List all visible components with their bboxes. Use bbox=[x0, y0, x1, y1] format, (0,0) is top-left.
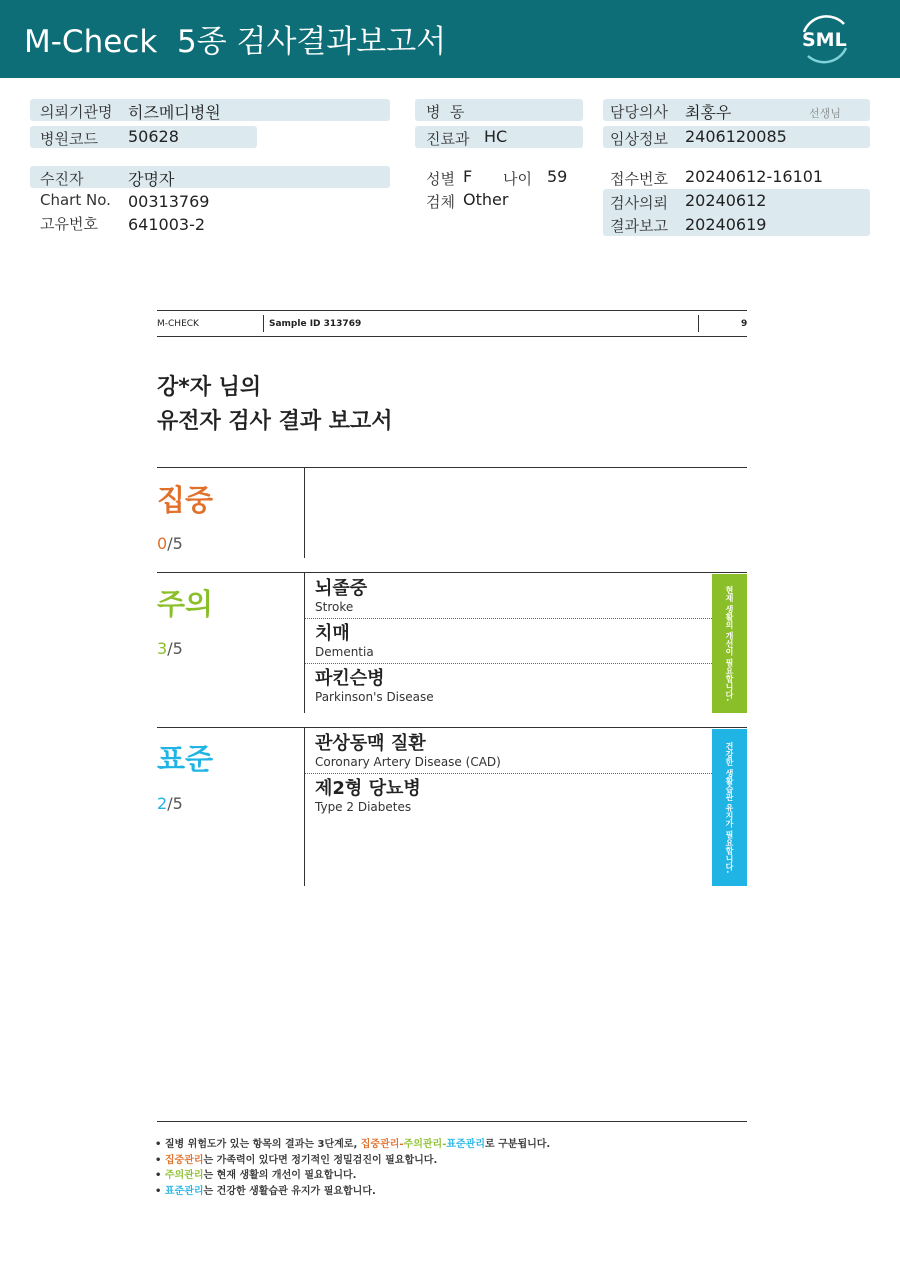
report-header bbox=[0, 0, 900, 78]
section-divider bbox=[304, 573, 305, 713]
category-title-standard: 표준 bbox=[157, 742, 214, 776]
report-top-rule bbox=[157, 336, 747, 337]
ward-label: 병 동 bbox=[426, 103, 465, 121]
standard-side-banner bbox=[712, 729, 747, 886]
report-title-line1: 강*자 님의 bbox=[157, 375, 262, 400]
disease-item bbox=[315, 778, 421, 814]
disease-item bbox=[315, 733, 501, 769]
note-item: • 주의관리는 현재 생활의 개선이 필요합니다. bbox=[155, 1170, 357, 1181]
category-count-caution: 3/5 bbox=[157, 639, 183, 658]
patient-name-label: 수진자 bbox=[40, 170, 84, 188]
clinical-info-label: 임상정보 bbox=[610, 130, 668, 148]
result-date-label: 결과보고 bbox=[610, 217, 668, 235]
sample-id: Sample ID 313769 bbox=[269, 319, 362, 329]
section-rule bbox=[157, 467, 747, 468]
request-date-label: 검사의뢰 bbox=[610, 194, 668, 212]
disease-name-en: Dementia bbox=[315, 645, 374, 659]
disease-name-ko: 제2형 당뇨병 bbox=[315, 778, 421, 799]
specimen-value: Other bbox=[463, 190, 509, 209]
clinical-info-value: 2406120085 bbox=[685, 127, 787, 146]
disease-item bbox=[315, 623, 374, 659]
report-header-divider bbox=[263, 315, 264, 332]
report-header-divider bbox=[698, 315, 699, 332]
unique-id-label: 고유번호 bbox=[40, 215, 98, 233]
receipt-no-label: 접수번호 bbox=[610, 170, 668, 188]
standard-side-text: 건강한 생활습관 유지가 필요합니다. bbox=[725, 741, 734, 874]
section-divider bbox=[304, 728, 305, 886]
report-header-title: M-Check 5종 검사결과보고서 bbox=[24, 24, 447, 60]
disease-name-ko: 치매 bbox=[315, 623, 350, 644]
category-count-standard: 2/5 bbox=[157, 794, 183, 813]
page-number: 9 bbox=[741, 319, 748, 329]
disease-name-en: Stroke bbox=[315, 600, 354, 614]
result-date-value: 20240619 bbox=[685, 215, 767, 234]
caution-side-text: 현재 생활의 개선이 필요합니다. bbox=[725, 585, 734, 702]
logo-text: SML bbox=[802, 29, 847, 51]
disease-name-en: Coronary Artery Disease (CAD) bbox=[315, 755, 501, 769]
dotted-separator bbox=[305, 773, 712, 774]
hospital-code-value: 50628 bbox=[128, 127, 179, 146]
hospital-code-label: 병원코드 bbox=[40, 130, 98, 148]
patient-name-value: 강명자 bbox=[128, 170, 175, 189]
note-item: • 질병 위험도가 있는 항목의 결과는 3단계로, 집중관리-주의관리-표준관리로 구분됩니다. bbox=[155, 1139, 551, 1150]
dotted-separator bbox=[305, 618, 712, 619]
section-rule bbox=[157, 572, 747, 573]
hospital-value: 히즈메디병원 bbox=[128, 103, 221, 122]
receipt-no-value: 20240612-16101 bbox=[685, 167, 824, 186]
disease-name-ko: 관상동맥 질환 bbox=[315, 733, 426, 754]
report-brand: M-CHECK bbox=[157, 319, 199, 329]
disease-name-en: Parkinson's Disease bbox=[315, 690, 434, 704]
chart-no-label: Chart No. bbox=[40, 191, 111, 209]
doctor-value: 최홍우 bbox=[685, 103, 732, 122]
notes-rule bbox=[157, 1121, 747, 1122]
category-title-caution: 주의 bbox=[157, 587, 214, 621]
report-title-line2: 유전자 검사 결과 보고서 bbox=[157, 409, 393, 434]
section-rule bbox=[157, 727, 747, 728]
specimen-label: 검체 bbox=[426, 193, 455, 211]
unique-id-value: 641003-2 bbox=[128, 215, 206, 234]
info-bar bbox=[30, 166, 390, 188]
age-label: 나이 bbox=[503, 170, 532, 188]
doctor-label: 담당의사 bbox=[610, 103, 668, 121]
request-date-value: 20240612 bbox=[685, 191, 767, 210]
sml-logo bbox=[796, 12, 854, 66]
disease-name-en: Type 2 Diabetes bbox=[315, 800, 412, 814]
disease-item bbox=[315, 578, 367, 614]
disease-item bbox=[315, 668, 434, 704]
section-divider bbox=[304, 468, 305, 558]
hospital-label: 의뢰기관명 bbox=[40, 103, 113, 121]
category-count-intensive: 0/5 bbox=[157, 534, 183, 553]
sex-label: 성별 bbox=[426, 170, 455, 188]
disease-name-ko: 파킨슨병 bbox=[315, 668, 385, 689]
note-item: • 표준관리는 건강한 생활습관 유지가 필요합니다. bbox=[155, 1185, 376, 1197]
notes-list bbox=[155, 1137, 550, 1199]
sex-value: F bbox=[463, 167, 473, 186]
department-label: 진료과 bbox=[426, 130, 470, 148]
category-title-intensive: 집중 bbox=[157, 483, 214, 517]
chart-no-value: 00313769 bbox=[128, 192, 210, 211]
age-value: 59 bbox=[547, 167, 568, 186]
note-item: • 집중관리는 가족력이 있다면 정기적인 정밀검진이 필요합니다. bbox=[155, 1154, 438, 1166]
caution-side-banner bbox=[712, 574, 747, 713]
doctor-suffix: 선생님 bbox=[809, 107, 841, 120]
department-value: HC bbox=[484, 127, 508, 146]
dotted-separator bbox=[305, 663, 712, 664]
disease-name-ko: 뇌졸중 bbox=[315, 578, 368, 599]
report-top-rule bbox=[157, 310, 747, 311]
